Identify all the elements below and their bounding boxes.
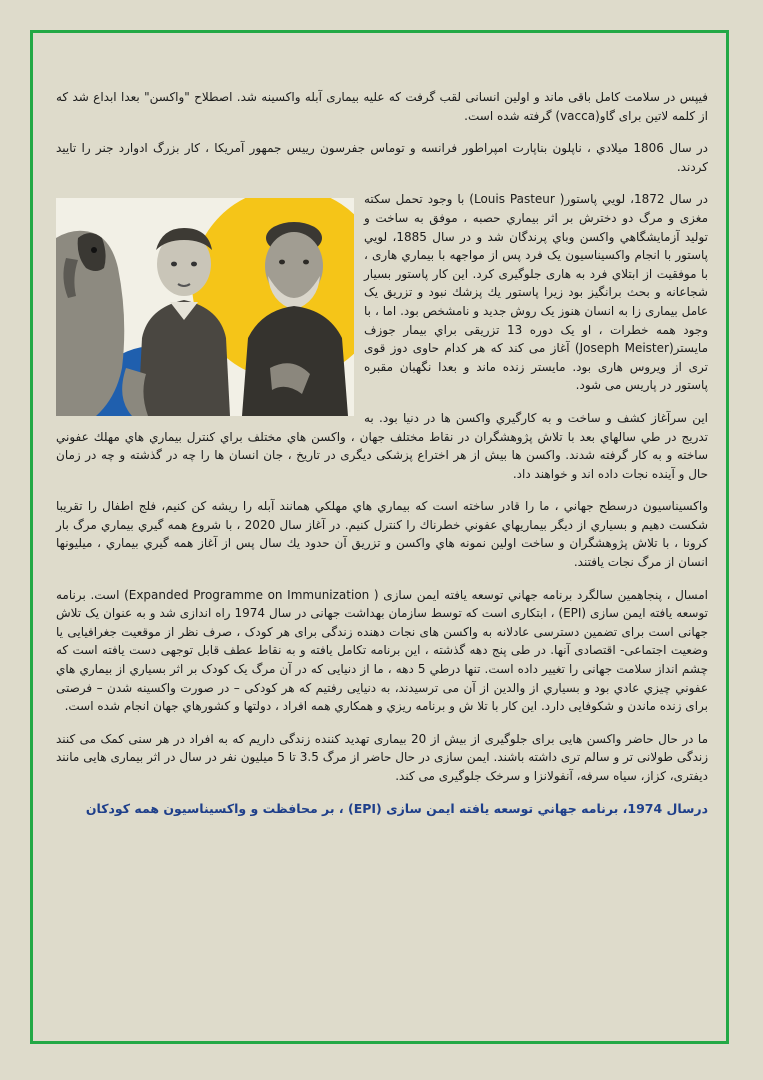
paragraph-epi-anniversary: امسال ، پنجاهمین سالگرد برنامه جهاني توسعه یافته ایمن سازی ( Expanded Programme on Immunization) است. برنامه توسعه یافته ایمن سازی (EPI) ، ابتکاری است که توسط سازمان بهداشت جهانی در سال 1974 راه اندازی شد و به عنوان یک تلاش جهانی است برای تضمین دسترسی عادلانه به واکسن های نجات دهنده زندگی برای هر کودک ، صرف نظر از موقعیت جغرافیایی یا وضعیت اجتماعی- اقتصادی آنها. در طی پنج دهه گذشته ، این برنامه تکامل یافته و به نقاط عطف قابل توجهی دست یافته است که چشم انداز سلامت جهانی را تغییر داده است. تنها درطي 5 دهه ، ما از دنیایی که در آن مرگ یک کودک بر اثر بسیاري از بیماري هاي عفوني چیزي عادي بود و بسیاري از والدین از آن می ترسیدند، به دنیایی رفتیم که هر کودکی – در صورت واکسینه شدن – فرصتی برای زنده ماندن و شکوفایی دارد. این کار با تلا ش و برنامه ریزي و همکاري همه افراد ، دولتها و کشورهاي جهان انجام شده است. (56, 587, 709, 714)
article-body (56, 88, 708, 818)
paragraph-louis-pasteur: در سال 1872، لويي پاستور( Louis Pasteur) با وجود تحمل سکته مغزی و مرگ دو دخترش بر اثر بیماري حصبه ، موفق به ساخت و تولید آزمایشگاهي واکسن وباي پرندگان شد و در سال 1885، لويي پاستور با انجام واکسیناسیون یک فرد پس از مواجهه با بیماري هاری ، با موفقیت از ابتلاي فرد به هاری جلوگیری کرد. این کار پاستور بسیار شجاعانه و بحث برانگیز بود زیرا پاستور یك پزشك نبود و تزریق یک عامل بیماری زا به انسان هنوز یک روش جدید و نامشخص بود. اما ، با وجود همه خطرات ، او یک دوره 13 تزریقی براي بیمار جوزف مایستر(Joseph Meister) آغاز می کند که هر کدام حاوی دوز قوی تری از ویروس هاری بود. مایستر زنده ماند و بعدا نگهبان مقبره پاستور در پاریس می شود. (364, 192, 709, 393)
paragraph-napoleon-jefferson: در سال 1806 میلادي ، ناپلون بناپارت امپراطور فرانسه و توماس جفرسون رییس جمهور آمریکا ، کار بزرگ ادوارد جنر را تایید کردند. (56, 141, 709, 174)
epi-highlight-line: درسال 1974، برنامه جهاني توسعه یافته ایمن سازی (EPI) ، بر محافظت و واکسیناسیون همه کودکان (85, 800, 708, 816)
dog-figure (56, 231, 124, 416)
pasteur-illustration-graphic (56, 198, 354, 416)
paragraph-vaccine-origin: فیپس در سلامت کامل باقی ماند و اولین انسانی لقب گرفت که علیه بیماری آبله واکسینه شد. اصطلاح "واکسن" بعدا ابداع شد که از کلمه لاتین برای گاو(vacca) گرفته شده است. (56, 90, 708, 123)
pasteur-illustration (56, 198, 354, 416)
paragraph-global-vaccination: واکسیناسیون درسطح جهاني ، ما را قادر ساخته است که بیماري هاي مهلكي همانند آبله را ریشه کن کنیم، فلج اطفال را تقریبا شکست دهیم و بسیاري از دیگر بیماریهاي عفوني خطرناك را کنترل کنیم. در آغاز سال 2020 ، با شروع همه گیري بیماري مرگ بار کرونا ، با تلاش پژوهشگران و ساخت اولین نمونه هاي واکسن و تزریق آن حدود یك سال پس از آغاز همه گیري بیماري ، میلیونها انسان از مرگ نجات یافتند. (56, 499, 709, 570)
paragraph-vaccine-discovery: این سرآغاز کشف و ساخت و به کارگیري واکسن ها در دنیا بود. به تدریج در طي سالهاي بعد با تلاش پژوهشگران در نقاط مختلف جهان ، واکسن هاي مختلف براي کنترل بیماري هاي مهلك عفوني ساخته و به کار گرفته شدند. واکسن ها بیش از هر اختراع پزشکی دیگری در تاریخ ، جان انسان ها را چه در گذشته و چه در زمان حال و آینده نجات داده اند و خواهند داد. (56, 410, 708, 481)
paragraph-current-vaccines: ما در حال حاضر واکسن هایی برای جلوگیری از بیش از 20 بیماری تهدید کننده زندگی داریم که به افراد در هر سنی کمک می کنند زندگی طولانی تر و سالم تری داشته باشند. ایمن سازی در حال حاضر از مرگ 3.5 تا 5 میلیون نفر در سال در اثر بیماری هایی مانند دیفتری، کزاز، سیاه سرفه، آنفولانزا و سرخک جلوگیری می کند. (56, 731, 709, 783)
